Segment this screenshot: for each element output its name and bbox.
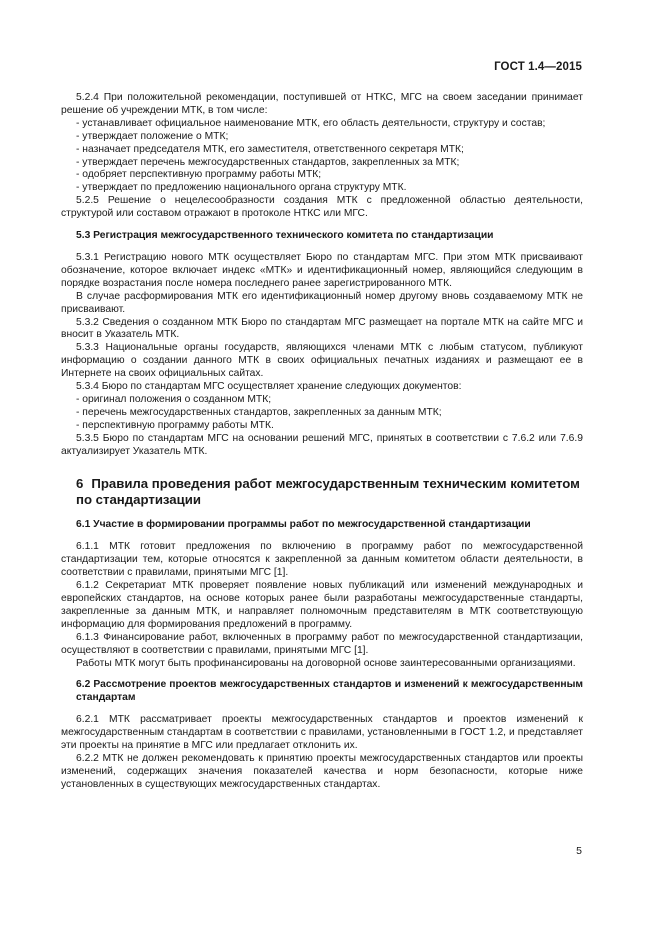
paragraph: 6.1.1 МТК готовит предложения по включению в программу работ по межгосударственной стандартизации тем, которые относятся к закрепленной за данным комитетом области деятельности, в соответствии с правилами, принятыми МГС [1]. [61, 541, 583, 579]
list-item: - оригинал положения о созданном МТК; [76, 394, 583, 407]
page-number: 5 [576, 845, 582, 857]
paragraph: В случае расформирования МТК его идентификационный номер другому вновь создаваемому МТК не присваивают. [61, 290, 583, 315]
list-item: - утверждает положение о МТК; [76, 131, 583, 144]
paragraph: 5.3.5 Бюро по стандартам МГС на основании решений МГС, принятых в соответствии с 7.6.2 или 7.6.9 актуализирует Указатель МТК. [61, 432, 583, 457]
chapter-heading [76, 476, 583, 508]
list-item: - перспективную программу работы МТК. [76, 420, 583, 433]
paragraph: Работы МТК могут быть профинансированы на договорной основе заинтересованными организациями. [76, 657, 576, 669]
document-header: ГОСТ 1.4—2015 [494, 61, 582, 73]
list-item: - устанавливает официальное наименование МТК, его область деятельности, структуру и состав; [76, 118, 583, 131]
paragraph: 5.3.4 Бюро по стандартам МГС осуществляет хранение следующих документов: [76, 381, 462, 393]
section-heading: 6.1 Участие в формировании программы работ по межгосударственной стандартизации [76, 519, 531, 531]
document-body [61, 92, 583, 792]
list-item: - утверждает по предложению национального органа структуру МТК. [76, 182, 583, 195]
section-heading: 5.3 Регистрация межгосударственного технического комитета по стандартизации [76, 230, 494, 242]
list-item: - одобряет перспективную программу работы МТК; [76, 169, 583, 182]
paragraph: 5.2.4 При положительной рекомендации, поступившей от НТКС, МГС на своем заседании принимает решение об учреждении МТК, в том числе: [61, 92, 583, 116]
paragraph: 5.3.3 Национальные органы государств, являющихся членами МТК с любым статусом, публикуют информацию о создании данного МТК в своих официальных печатных изданиях и размещают ее в Интернете на своих официальных сайтах. [61, 342, 583, 380]
list-item: - назначает председателя МТК, его заместителя, ответственного секретаря МТК; [76, 144, 583, 157]
paragraph: 5.3.1 Регистрацию нового МТК осуществляет Бюро по стандартам МГС. При этом МТК присваивают обозначение, которое включает индекс «МТК» и идентификационный номер, являющийся следующим в порядке возрастания после номера последнего ранее зарегистрированного МТК. [61, 251, 583, 289]
section-heading: 6.2 Рассмотрение проектов межгосударственных стандартов и изменений к межгосударственным стандартам [76, 679, 583, 704]
list-item: - утверждает перечень межгосударственных стандартов, закрепленных за МТК; [76, 157, 583, 170]
paragraph: 5.2.5 Решение о нецелесообразности создания МТК с предложенной областью деятельности, структурой или составом отражают в протоколе НТКС или МГС. [61, 195, 583, 220]
list-item: - перечень межгосударственных стандартов, закрепленных за данным МТК; [76, 407, 583, 420]
paragraph: 6.1.2 Секретариат МТК проверяет появление новых публикаций или изменений международных и европейских стандартов, на основе которых ранее были разработаны межгосударственные стандарты, закрепленные за данным МТК, и направляет полномочным представителям в МТК соответствующую информацию для формирования предложений в программу. [61, 580, 583, 630]
chapter-title: Правила проведения работ межгосударственным техническим комитетом по стандартизации [76, 476, 580, 508]
paragraph: 6.2.2 МТК не должен рекомендовать к принятию проекты межгосударственных стандартов или проекты изменений, содержащих значения показателей качества и норм безопасности, которые ниже установленных в существующих межгосударственных стандартах. [61, 752, 583, 790]
paragraph: 6.2.1 МТК рассматривает проекты межгосударственных стандартов и проектов изменений к межгосударственным стандартам в соответствии с правилами, установленными в ГОСТ 1.2, и представляет эти проекты на принятие в МГС или предлагает отклонить их. [61, 714, 583, 752]
paragraph: 5.3.2 Сведения о созданном МТК Бюро по стандартам МГС размещает на портале МТК на сайте МГС и вносит в Указатель МТК. [61, 316, 583, 341]
chapter-number: 6 [76, 476, 84, 492]
paragraph: 6.1.3 Финансирование работ, включенных в программу работ по межгосударственной стандартизации, осуществляют в соответствии с правилами, принятыми МГС [1]. [61, 631, 583, 656]
